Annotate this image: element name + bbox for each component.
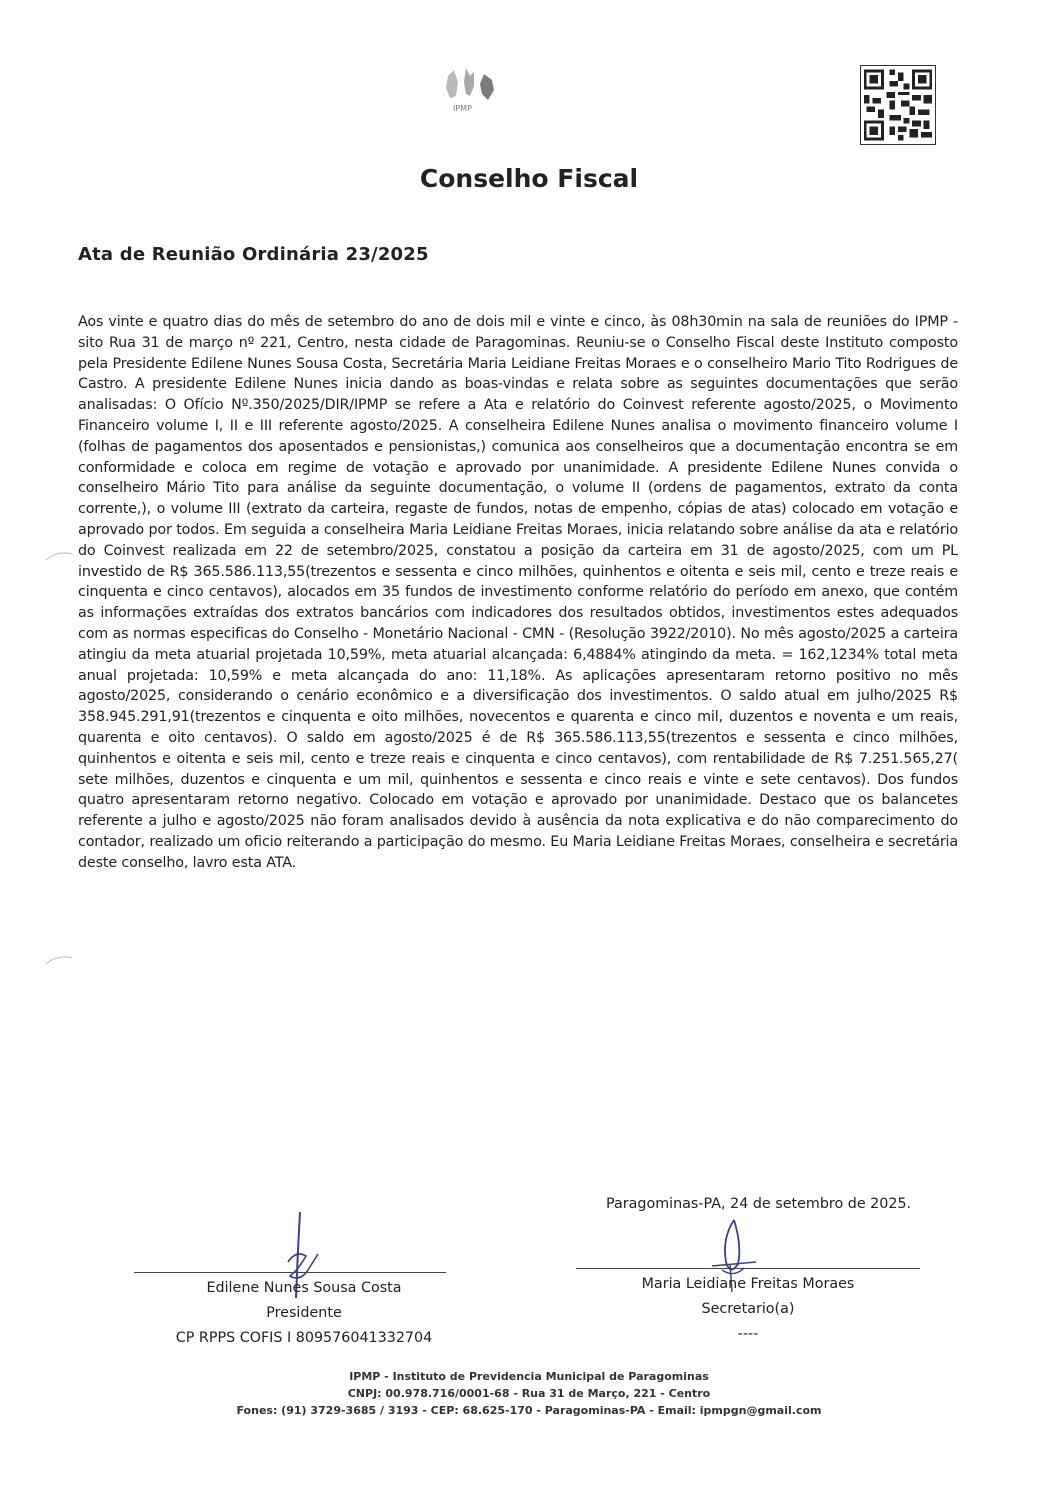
scan-mark-icon [44, 548, 74, 562]
minutes-body-paragraph: Aos vinte e quatro dias do mês de setembro do ano de dois mil e vinte e cinco, às 08h30min na sala de reuniões do IPMP - sito Rua 31 de março nº 221, Centro, nesta cidade de Paragominas. Reuniu-se o Conselho Fiscal deste Instituto composto pela Presidente Edilene Nunes Sousa Costa, Secretária Maria Leidiane Freitas Moraes e o conselheiro Mario Tito Rodrigues de Castro. A presidente Edilene Nunes inicia dando as boas-vindas e relata sobre as seguintes documentações que serão analisadas: O Ofício Nº.350/2025/DIR/IPMP se refere a Ata e relatório do Coinvest referente agosto/2025, o Movimento Financeiro volume I, II e III referente agosto/2025. A conselheira Edilene Nunes analisa o movimento financeiro volume I (folhas de pagamentos dos aposentados e pensionistas,) comunica aos conselheiros que a documentação encontra se em conformidade e coloca em regime de votação e aprovado por unanimidade. A presidente Edilene Nunes convida o conselheiro Mário Tito para análise da seguinte documentação, o volume II (ordens de pagamentos, extrato da conta corrente,), o volume III (extrato da carteira, regaste de fundos, notas de empenho, cópias de atas) colocado em votação e aprovado por todos. Em seguida a conselheira Maria Leidiane Freitas Moraes, inicia relatando sobre análise da ata e relatório do Coinvest realizada em 22 de setembro/2025, constatou a posição da carteira em 31 de agosto/2025, com um PL investido de R$ 365.586.113,55(trezentos e sessenta e cinco milhões, quinhentos e oitenta e seis mil, cento e treze reais e cinquenta e cinco centavos), alocados em 35 fundos de investimento conforme relatório do período em anexo, que contém as informações extraídas dos extratos bancários com indicadores dos resultados obtidos, investimentos estes adequados com as normas especificas do Conselho - Monetário Nacional - CMN - (Resolução 3922/2010). No mês agosto/2025 a carteira atingiu da meta atuarial projetada 10,59%, meta atuarial alcançada: 6,4884% atingindo da meta. = 162,1234% total meta anual projetada: 10,59% e meta alcançada do ano: 11,18%. As aplicações apresentaram retorno positivo no mês agosto/2025, considerando o cenário econômico e a diversificação dos investimentos. O saldo atual em julho/2025 R$ 358.945.291,91(trezentos e cinquenta e oito milhões, novecentos e quarenta e cinco mil, duzentos e noventa e um reais, quarenta e oito centavos). O saldo em agosto/2025 é de R$ 365.586.113,55(trezentos e sessenta e cinco milhões, quinhentos e oitenta e seis mil, cento e treze reais e cinquenta e cinco centavos), com rentabilidade de R$ 7.251.565,27( sete milhões, duzentos e cinquenta e um mil, quinhentos e sessenta e cinco reais e vinte e sete centavos). Dos fundos quatro apresentaram retorno negativo. Colocado em votação e aprovado por unanimidade. Destaco que os balancetes referente a julho e agosto/2025 não foram analisados devido à ausência da nota explicativa e do não comparecimento do contador, realizado um oficio reiterando a participação do mesmo. Eu Maria Leidiane Freitas Moraes, conselheira e secretária deste conselho, lavro esta ATA. [78, 314, 958, 871]
signatory-role: Secretario(a) [701, 1301, 795, 1317]
institution-footer [0, 1368, 1058, 1419]
place-and-date: Paragominas-PA, 24 de setembro de 2025. [606, 1196, 912, 1212]
signatory-name: Maria Leidiane Freitas Moraes [641, 1276, 855, 1292]
qr-code-icon [860, 65, 936, 145]
meeting-minutes-subtitle: Ata de Reunião Ordinária 23/2025 [78, 244, 429, 265]
signatory-role: Presidente [266, 1305, 342, 1321]
signature-line [576, 1268, 920, 1269]
signature-line [134, 1272, 446, 1273]
signatory-name: Edilene Nunes Sousa Costa [206, 1280, 402, 1296]
footer-contacts: Fones: (91) 3729-3685 / 3193 - CEP: 68.625-170 - Paragominas-PA - Email: ipmpgn@gmail.com [236, 1404, 822, 1417]
signature-block-secretary [576, 1272, 920, 1347]
signature-block-president [134, 1276, 474, 1351]
page-title: Conselho Fiscal [419, 164, 639, 193]
footer-address: CNPJ: 00.978.716/0001-68 - Rua 31 de Março, 221 - Centro [347, 1387, 711, 1400]
footer-institution-name: IPMP - Instituto de Previdencia Municipal de Paragominas [349, 1370, 709, 1383]
signatory-credential: ---- [737, 1326, 759, 1342]
logo-label: IPMP [453, 104, 472, 113]
signatory-credential: CP RPPS COFIS I 809576041332704 [175, 1330, 433, 1346]
scan-mark-icon [44, 952, 74, 966]
